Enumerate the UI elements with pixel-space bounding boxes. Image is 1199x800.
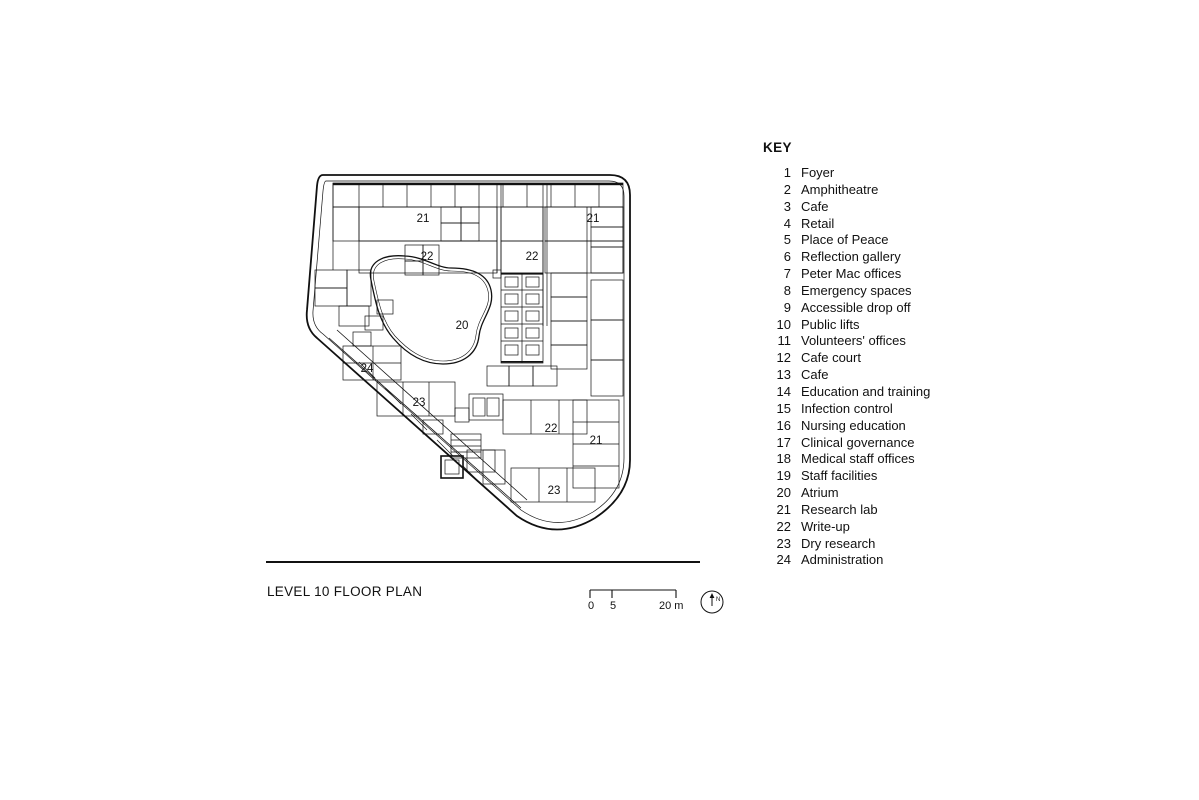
floor-plan-svg: [255, 150, 725, 550]
key-item-24: [763, 552, 1103, 569]
scale-label-start: 0: [588, 600, 595, 612]
plan-label-administration: 24: [360, 363, 374, 375]
key-item-21: [763, 502, 1103, 519]
key-number: 10: [776, 316, 791, 332]
svg-text:N: N: [716, 597, 721, 603]
key-label: Emergency spaces: [801, 282, 912, 298]
key-number: 4: [783, 215, 791, 231]
caption-divider: [266, 561, 700, 563]
key-item-4: [763, 216, 1103, 233]
key-label: Foyer: [801, 165, 835, 180]
key-number: 1: [783, 165, 791, 180]
key-label: Write-up: [801, 518, 850, 534]
key-number: 22: [776, 518, 791, 534]
key-number: 24: [776, 552, 791, 568]
key-number: 13: [776, 367, 791, 383]
key-item-7: [763, 266, 1103, 283]
key-item-22: [763, 519, 1103, 536]
key-label: Cafe: [801, 198, 829, 214]
key-number: 12: [776, 350, 791, 366]
scale-label-mid: 5: [610, 600, 617, 612]
key-number: 11: [777, 333, 791, 349]
key-label: Nursing education: [801, 417, 906, 433]
key-label: Administration: [801, 552, 884, 568]
plan-label-lab-north-west: 21: [416, 213, 430, 225]
key-label: Public lifts: [801, 316, 860, 332]
key-number: 18: [776, 451, 791, 467]
key-item-6: [763, 249, 1103, 266]
key-label: Staff facilities: [801, 468, 878, 484]
key-item-13: [763, 367, 1103, 384]
key-number: 3: [783, 198, 791, 214]
floor-plan-drawing: [255, 150, 725, 550]
key-number: 16: [776, 417, 791, 433]
key-label: Cafe court: [801, 350, 861, 366]
key-number: 5: [783, 232, 791, 248]
key-item-2: [763, 182, 1103, 199]
key-item-23: [763, 536, 1103, 553]
key-item-5: [763, 232, 1103, 249]
key-number: 23: [776, 535, 791, 551]
key-item-18: [763, 451, 1103, 468]
key-item-3: [763, 199, 1103, 216]
key-item-9: [763, 300, 1103, 317]
key-item-8: [763, 283, 1103, 300]
key-item-15: [763, 401, 1103, 418]
plan-label-lab-southeast: 21: [589, 435, 603, 447]
north-arrow-icon: [698, 588, 726, 616]
key-number: 8: [783, 282, 791, 298]
key-label: Accessible drop off: [801, 299, 911, 315]
atrium-void: [370, 256, 491, 364]
key-number: 19: [776, 468, 791, 484]
key-label: Amphitheatre: [801, 181, 879, 197]
key-label: Research lab: [801, 501, 878, 517]
key-label: Retail: [801, 215, 835, 231]
key-number: 15: [776, 400, 791, 416]
key-item-10: [763, 317, 1103, 334]
key-item-11: [763, 333, 1103, 350]
plan-label-lab-north-east: 21: [586, 213, 600, 225]
scale-label-end: 20 m: [659, 600, 684, 612]
plan-label-dry-research-south: 23: [547, 485, 561, 497]
key-item-12: [763, 350, 1103, 367]
key-heading: KEY: [763, 140, 792, 155]
north-corridor-band: [333, 183, 623, 207]
key-number: 20: [776, 485, 791, 501]
key-label: Infection control: [801, 400, 893, 416]
plan-label-atrium: 20: [455, 320, 469, 332]
key-number: 2: [783, 181, 791, 197]
key-label: Dry research: [801, 535, 876, 551]
key-label: Peter Mac offices: [801, 266, 902, 282]
key-number: 14: [776, 383, 791, 399]
key-item-14: [763, 384, 1103, 401]
key-panel: [763, 140, 1103, 569]
plan-label-writeup-nw: 22: [420, 251, 434, 263]
key-label: Medical staff offices: [801, 451, 915, 467]
plan-label-dry-research-west: 23: [412, 397, 426, 409]
plan-label-writeup-southeast: 22: [544, 423, 558, 435]
key-label: Atrium: [801, 485, 839, 501]
key-item-1: [763, 165, 1103, 182]
key-label: Place of Peace: [801, 232, 889, 248]
lab-room-ne: [545, 207, 623, 241]
key-label: Cafe: [801, 367, 829, 383]
key-label: Reflection gallery: [801, 249, 901, 265]
key-item-19: [763, 468, 1103, 485]
key-label: Education and training: [801, 383, 931, 399]
key-item-17: [763, 435, 1103, 452]
key-item-16: [763, 418, 1103, 435]
plan-label-writeup-ne: 22: [525, 251, 539, 263]
key-number: 21: [776, 501, 791, 517]
writeup-ne: [545, 241, 623, 273]
key-label: Volunteers' offices: [801, 333, 906, 349]
key-number: 9: [783, 299, 791, 315]
key-label: Clinical governance: [801, 434, 915, 450]
page-title: LEVEL 10 FLOOR PLAN: [267, 584, 423, 599]
key-number: 7: [783, 266, 791, 282]
key-number: 17: [776, 434, 791, 450]
key-number: 6: [783, 249, 791, 265]
key-item-20: [763, 485, 1103, 502]
